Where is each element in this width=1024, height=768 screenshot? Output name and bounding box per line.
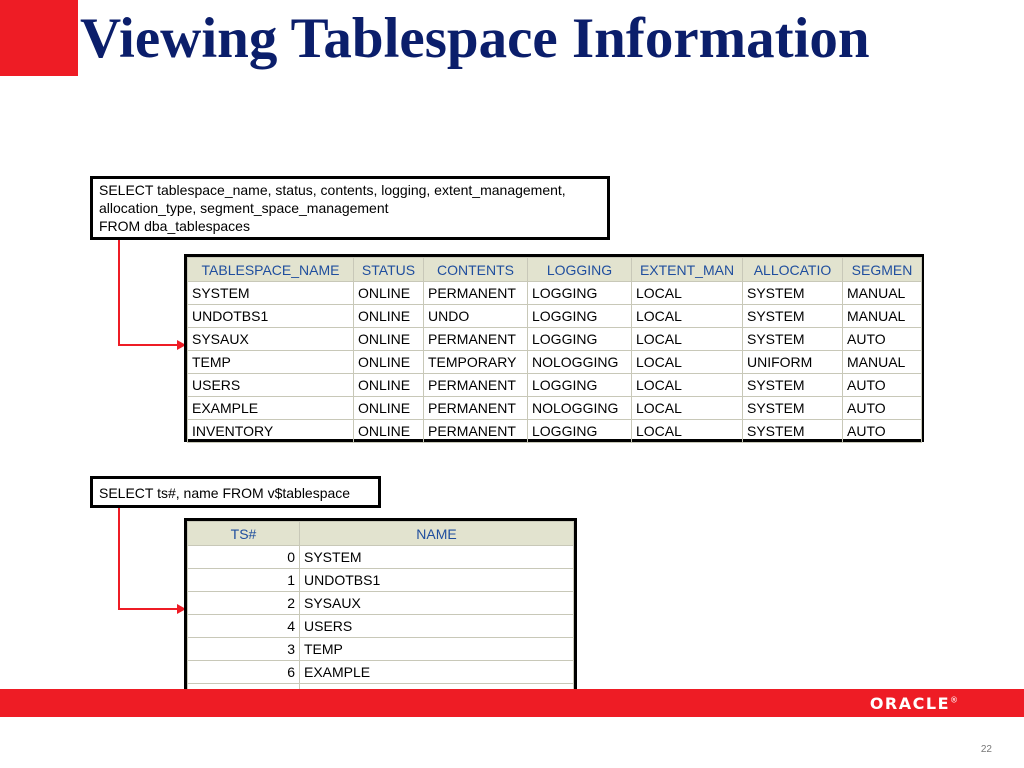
table-row [188,420,922,443]
table-header-row [188,258,922,282]
table-cell: LOGGING [528,374,632,397]
table-row [188,282,922,305]
connector-line-horizontal [118,344,180,346]
table-cell: LOCAL [632,305,743,328]
table-cell: SYSAUX [300,592,574,615]
connector-line-vertical [118,508,120,610]
table-header-row [188,522,574,546]
table-row [188,397,922,420]
table-cell: ONLINE [354,328,424,351]
table-cell: ONLINE [354,420,424,443]
table-cell: 6 [188,661,300,684]
table-cell: LOGGING [528,328,632,351]
table-cell: UNDO [424,305,528,328]
slide-title: Viewing Tablespace Information [80,7,870,70]
table-cell: PERMANENT [424,420,528,443]
table-cell: MANUAL [843,351,922,374]
table-cell: 2 [188,592,300,615]
table-cell: AUTO [843,328,922,351]
sql-line: SELECT ts#, name FROM v$tablespace [99,485,351,501]
table-cell: AUTO [843,420,922,443]
table-cell: NOLOGGING [528,397,632,420]
table-cell: USERS [188,374,354,397]
column-header: ALLOCATIO [743,258,843,282]
table-row [188,351,922,374]
column-header: TABLESPACE_NAME [188,258,354,282]
table-cell: LOCAL [632,351,743,374]
footer-red-bar [0,689,1024,717]
oracle-logo-text: ORACLE [869,694,950,713]
page-number: 22 [980,744,992,755]
table-cell: 3 [188,638,300,661]
table-row [188,305,922,328]
column-header: EXTENT_MAN [632,258,743,282]
table-cell: PERMANENT [424,397,528,420]
table-cell: ONLINE [354,397,424,420]
table-row [188,592,574,615]
table-cell: LOCAL [632,397,743,420]
connector-line-horizontal [118,608,180,610]
table-cell: SYSTEM [188,282,354,305]
table-cell: LOGGING [528,282,632,305]
table-cell: UNDOTBS1 [188,305,354,328]
table-cell: SYSTEM [300,546,574,569]
table-cell: LOGGING [528,420,632,443]
table-cell: UNDOTBS1 [300,569,574,592]
table-cell: AUTO [843,397,922,420]
table-cell: 4 [188,615,300,638]
table-row [188,546,574,569]
table-cell: MANUAL [843,305,922,328]
table-cell: LOCAL [632,374,743,397]
table-cell: SYSTEM [743,420,843,443]
table-cell: PERMANENT [424,328,528,351]
registered-mark: ® [950,695,958,705]
table-cell: SYSTEM [743,328,843,351]
sql-query-dba-tablespaces [90,176,610,240]
table-cell: UNIFORM [743,351,843,374]
table-cell: ONLINE [354,351,424,374]
table-cell: PERMANENT [424,282,528,305]
column-header: LOGGING [528,258,632,282]
column-header: SEGMEN [843,258,922,282]
table-row [188,328,922,351]
table-cell: EXAMPLE [188,397,354,420]
sql-line: allocation_type, segment_space_management [99,200,389,216]
table-cell: SYSTEM [743,305,843,328]
table-row [188,615,574,638]
table-cell: 0 [188,546,300,569]
table-cell: INVENTORY [188,420,354,443]
table-cell: NOLOGGING [528,351,632,374]
column-header: NAME [300,522,574,546]
table-cell: PERMANENT [424,374,528,397]
table-cell: LOCAL [632,282,743,305]
table-cell: ONLINE [354,282,424,305]
sql-query-v-tablespace [90,476,381,508]
table-cell: 1 [188,569,300,592]
table-cell: SYSTEM [743,397,843,420]
table-cell: ONLINE [354,374,424,397]
accent-red-square [0,0,78,76]
sql-line: FROM dba_tablespaces [99,218,250,234]
column-header: STATUS [354,258,424,282]
v-tablespace-result-table [184,518,577,704]
table-cell: LOCAL [632,328,743,351]
dba-tablespaces-result-table [184,254,924,442]
table-cell: SYSAUX [188,328,354,351]
table-row [188,374,922,397]
sql-line: SELECT tablespace_name, status, contents, logging, extent_management, [99,182,566,198]
table-cell: TEMPORARY [424,351,528,374]
table-cell: ONLINE [354,305,424,328]
table-cell: AUTO [843,374,922,397]
table-cell: LOCAL [632,420,743,443]
column-header: CONTENTS [424,258,528,282]
table-cell: USERS [300,615,574,638]
table-cell: SYSTEM [743,374,843,397]
table-cell: SYSTEM [743,282,843,305]
table-row [188,638,574,661]
connector-line-vertical [118,240,120,346]
table-cell: TEMP [188,351,354,374]
oracle-logo [870,694,958,713]
table-row [188,661,574,684]
table-cell: LOGGING [528,305,632,328]
table-row [188,569,574,592]
table-cell: EXAMPLE [300,661,574,684]
column-header: TS# [188,522,300,546]
table-cell: MANUAL [843,282,922,305]
table-cell: TEMP [300,638,574,661]
